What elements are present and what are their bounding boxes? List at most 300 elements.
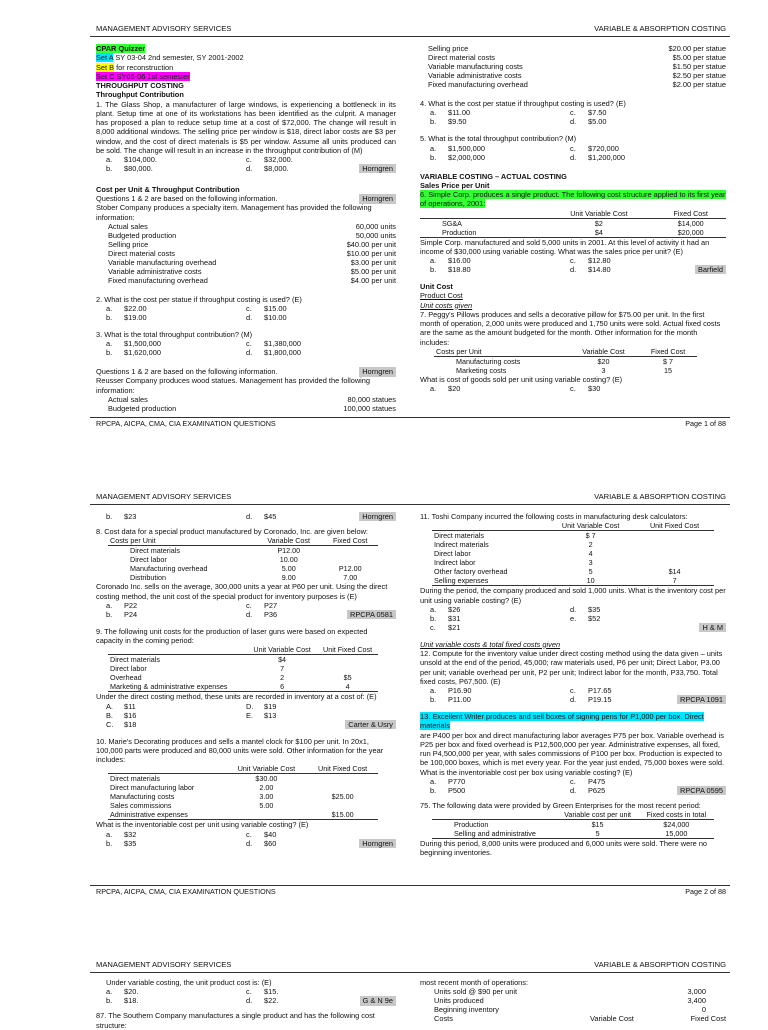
table-cell <box>322 546 378 556</box>
page3-left-column <box>96 978 396 1030</box>
choice-text: $22. <box>264 996 279 1006</box>
table-header <box>420 209 542 219</box>
source-ref: RPCPA 0581 <box>347 610 396 619</box>
source-ref: RPCPA 0595 <box>677 786 726 795</box>
page-number: Page 1 of 88 <box>685 419 726 428</box>
table-cell: Production <box>454 820 489 829</box>
table-cell: Marketing & administrative expenses <box>108 682 247 692</box>
question-7: 7. Peggy's Pillows produces and sells a decorative pillow for $75.00 per unit. In the first month of operation, 2,000 units were produced and 1,750 units were sold. Actual fixed costs are the same as the amount budgeted for the month. Other information for the month includes: <box>420 309 721 347</box>
value: 80,000 statues <box>347 394 396 404</box>
table-cell: 5 <box>588 567 593 577</box>
choice-text: $1,500,000 <box>448 143 485 153</box>
cpar-label: CPAR Quizzer <box>96 44 146 53</box>
choice-text: $60 <box>264 838 277 848</box>
set-a-text: SY 03-04 2nd semester, SY 2001-2002 <box>113 53 244 63</box>
label: Direct material costs <box>108 248 175 258</box>
value: $10.00 per unit <box>346 248 396 258</box>
table-header: Costs per Unit <box>434 347 568 357</box>
choice-text: $26 <box>448 604 461 614</box>
header-right: VARIABLE & ABSORPTION COSTING <box>594 960 726 969</box>
choice-text: $35 <box>588 604 601 614</box>
choice-text: $30 <box>588 384 601 393</box>
page1-right-column <box>420 44 726 393</box>
choice-letter: B. <box>106 710 113 720</box>
table-cell: Direct labor <box>130 555 167 565</box>
table-cell: Selling expenses <box>432 576 546 586</box>
table-cell: $14 <box>668 567 681 577</box>
footer-rule <box>90 417 730 418</box>
question-8: 8. Cost data for a special product manufactured by Coronado, Inc. are given below: <box>96 527 368 536</box>
table-cell: $ 7 <box>663 356 674 366</box>
table-cell: 2 <box>280 673 285 683</box>
question-8-text: Coronado Inc. sells on the average, 300,000 units a year at P60 per unit. Using the direct costing method, the unit cost of the special product for inventory purposes is (E) <box>96 582 388 601</box>
choice-letter: c. <box>246 304 252 313</box>
choice-letter: a. <box>106 829 113 839</box>
choice-text: $7.50 <box>588 108 607 118</box>
table-cell <box>636 549 714 558</box>
choice-text: P770 <box>448 776 466 786</box>
choice-text: $18.80 <box>448 265 471 274</box>
choice-text: $9.50 <box>448 117 467 127</box>
subsection-heading: Unit Cost <box>420 282 453 291</box>
label: Variable manufacturing overhead <box>108 257 217 267</box>
table-cell: 10.00 <box>279 555 298 565</box>
choice-text: $35 <box>124 838 137 848</box>
table-cell: $4 <box>278 655 287 665</box>
question-8-table <box>108 536 378 582</box>
source-ref: Barfield <box>695 265 726 274</box>
table-cell: $14,000 <box>677 218 704 228</box>
question-text: Under variable costing, the unit product cost is: (E) <box>106 978 272 987</box>
table-cell: Direct labor <box>110 664 147 674</box>
intro-text: Questions 1 & 2 are based on the following information. <box>96 367 278 377</box>
question-4: 4. What is the cost per statue if throughput costing is used? (E) <box>420 99 626 108</box>
table-cell: 4 <box>588 549 593 559</box>
choice-text: $8,000. <box>264 164 289 173</box>
choice-text: P27 <box>264 600 278 610</box>
page-number: Page 2 of 88 <box>685 887 726 896</box>
table-header: Fixed Cost <box>655 209 726 219</box>
value: $2.00 per statue <box>672 80 726 89</box>
choice-text: $104,000. <box>124 155 157 164</box>
choice-text: $1,380,000 <box>264 339 301 349</box>
table-header: Unit Variable Cost <box>542 209 655 219</box>
table-cell: $20 <box>597 356 610 366</box>
table-cell: 2.00 <box>259 783 274 793</box>
table-cell: $15.00 <box>307 810 378 820</box>
question-1-choices <box>96 155 396 164</box>
table-cell: $30.00 <box>255 774 278 784</box>
choice-letter: a. <box>430 776 437 786</box>
choice-letter: a. <box>430 686 437 695</box>
table-cell <box>226 810 308 820</box>
choice-letter: d. <box>246 512 253 521</box>
header-right: VARIABLE & ABSORPTION COSTING <box>594 24 726 33</box>
choice-letter: a. <box>430 384 437 393</box>
header-rule <box>90 504 730 505</box>
label: Selling price <box>428 44 469 53</box>
choice-letter: d. <box>570 695 577 704</box>
label: Actual sales <box>108 221 148 231</box>
label: Fixed manufacturing overhead <box>108 275 208 285</box>
choice-letter: c. <box>246 155 252 164</box>
value: $20.00 per statue <box>668 44 726 53</box>
table-cell: 15 <box>664 365 673 375</box>
value: Variable Cost <box>590 1014 634 1024</box>
value: 0 <box>701 1005 706 1015</box>
table-cell: Direct manufacturing labor <box>110 783 195 793</box>
choice-text: P24 <box>124 609 138 619</box>
table-cell: $2 <box>594 218 603 228</box>
choice-letter: c. <box>570 143 576 153</box>
question-10-table <box>108 764 378 820</box>
table-cell: 7.00 <box>343 573 358 583</box>
choice-letter: c. <box>570 686 576 695</box>
question-6-table <box>420 209 726 238</box>
page-3 <box>90 952 730 1030</box>
value: 50,000 units <box>355 230 396 240</box>
choice-letter: d. <box>246 164 253 173</box>
question-75-text: During this period, 8,000 units were produced and 6,000 units were sold. There were no beginning inventories. <box>420 839 708 858</box>
choice-text: P17.65 <box>588 686 612 695</box>
choice-text: P16.90 <box>448 686 472 695</box>
choice-letter: d. <box>246 313 253 322</box>
choice-letter: D. <box>246 701 254 711</box>
label: Variable manufacturing costs <box>428 62 523 71</box>
table-cell: Selling and administrative <box>432 829 556 839</box>
choice-text: $80,000. <box>124 164 153 173</box>
choice-text: P19.15 <box>588 695 612 704</box>
table-cell: 2 <box>588 540 593 550</box>
value: $2.50 per statue <box>672 71 726 80</box>
choice-text: $23 <box>124 512 137 521</box>
choice-text: $720,000 <box>588 143 619 153</box>
choice-letter: A. <box>106 701 113 711</box>
table-cell: SG&A <box>442 218 462 228</box>
question-13: are P400 per box and direct manufacturing labor averages P75 per box. Variable overhead is P25 per box and fixed overhead is P12,500,000 per year. Administrative expenses, all fixed, run P4,500,000 per year, with sales commissions of P100 per box. Production is expected to be 100,000 boxes, which is met every year. For the year just ended, 75,000 boxes were sold. What is the inventoriable cost per box using variable costing? (E) <box>420 730 725 777</box>
choice-letter: b. <box>430 152 437 162</box>
choice-letter: c. <box>430 622 436 632</box>
choice-letter: b. <box>106 348 113 358</box>
table-cell: 4 <box>317 682 378 692</box>
choice-letter: d. <box>246 838 253 848</box>
choice-text: $18 <box>124 719 137 729</box>
table-cell: 5.00 <box>259 801 274 811</box>
choice-letter: d. <box>570 152 577 162</box>
choice-text: $20. <box>124 987 139 997</box>
choice-text: $45 <box>264 512 277 521</box>
subsection-heading: Cost per Unit & Throughput Contribution <box>96 185 240 194</box>
label: Selling price <box>108 239 149 249</box>
table-header: Unit Variable Cost <box>546 521 636 531</box>
header-left: MANAGEMENT ADVISORY SERVICES <box>96 24 232 33</box>
header-left: MANAGEMENT ADVISORY SERVICES <box>96 492 232 501</box>
choice-letter: b. <box>430 613 437 623</box>
value: $40.00 per unit <box>346 239 396 249</box>
question-11-table <box>432 521 714 586</box>
table-cell: $5 <box>343 673 352 683</box>
choice-letter: b. <box>106 313 113 322</box>
question-9: 9. The following unit costs for the production of laser guns were based on expected capacity in the coming period: <box>96 626 368 645</box>
table-cell: 7 <box>636 576 714 586</box>
set-c-text: SY05-06 1st semester <box>114 71 190 81</box>
question-6-highlight: 6. Simple Corp. produces a single product. The following cost structure applied to its first year of operations, 2001: <box>420 190 726 209</box>
table-cell: Direct materials <box>110 655 160 665</box>
choice-letter: d. <box>570 265 577 274</box>
source-ref: Horngren <box>359 839 396 848</box>
question-87: 87. The Southern Company manufactures a single product and has the following cost structure: <box>96 1011 375 1030</box>
label: Actual sales <box>108 394 148 404</box>
table-cell: 3 <box>588 558 593 568</box>
choice-letter: c. <box>570 108 576 118</box>
choice-text: $32,000. <box>264 155 293 164</box>
table-cell: P12.00 <box>277 546 301 556</box>
choice-letter: d. <box>246 996 253 1006</box>
choice-text: $13 <box>264 710 277 720</box>
table-cell: Direct materials <box>110 774 160 784</box>
value: $3.00 per unit <box>350 257 396 267</box>
table-cell <box>307 774 378 784</box>
value: $5.00 per statue <box>672 53 726 62</box>
table-cell: $25.00 <box>331 792 354 802</box>
label: Budgeted production <box>108 403 177 413</box>
choice-text: $15.00 <box>264 304 287 313</box>
question-1: 1. The Glass Shop, a manufacturer of large windows, is experiencing a bottleneck in its plant. Setup time at one of its workstations has been identified as the culprit. A manager has proposed a plan to reduce setup time at a cost of $72,000. The change will result in 8,000 additional windows. The selling price per window is $18, direct labor costs are $3 per window, and the cost of direct materials is $5 per window. Assume all units produced can be sold. The change will result in an increase in the throughput contribution of (M) <box>96 99 396 155</box>
question-75: 75. The following data were provided by Green Enterprises for the most recent period: <box>420 800 701 810</box>
page3-right-column <box>420 978 726 1023</box>
question-12: 12. Compute for the inventory value under direct costing method using the data given – units unsold at the end of the period, 45,000; raw materials used, P6 per unit; Direct Labor, P3.00 per unit; variable overhead per unit, P2 per unit; Indirect labor for the month, P33,750. Total fixed costs, P67,500. (E) <box>420 649 723 686</box>
choice-text: P36 <box>264 609 278 619</box>
header-right: VARIABLE & ABSORPTION COSTING <box>594 492 726 501</box>
choice-letter: b. <box>106 838 113 848</box>
choice-text: $1,200,000 <box>588 152 625 162</box>
intro-text: Questions 1 & 2 are based on the following information. <box>96 194 278 204</box>
choice-letter: a. <box>106 339 113 349</box>
table-header: Fixed Cost <box>639 347 697 357</box>
table-cell: Overhead <box>110 673 142 683</box>
source-ref: H & M <box>699 623 726 632</box>
question-10: 10. Marie's Decorating produces and sells a mantel clock for $100 per unit. In 20x1, 100,000 parts were produced and 80,000 units were sold. Other information for the year includes: <box>96 736 384 764</box>
question-7-ask: What is cost of goods sold per unit using variable costing? (E) <box>420 374 623 384</box>
choice-text: $11.00 <box>448 108 471 118</box>
table-header: Fixed Cost <box>322 536 378 546</box>
table-cell: $20,000 <box>655 228 726 238</box>
set-b-text: for reconstruction <box>114 62 174 72</box>
choice-letter: d. <box>570 604 577 614</box>
table-cell: Direct labor <box>434 549 471 559</box>
table-cell: 3 <box>601 365 606 375</box>
subsection-heading: Product Cost <box>420 291 463 301</box>
choice-letter: d. <box>246 348 253 358</box>
choice-text: P11.00 <box>448 695 471 704</box>
choice-letter: e. <box>570 613 577 623</box>
choice-text: $11 <box>124 701 136 711</box>
choice-letter: c. <box>570 256 576 265</box>
table-cell: Manufacturing costs <box>110 792 175 802</box>
table-header: Variable cost per unit <box>556 810 639 820</box>
choice-letter: b. <box>430 695 437 704</box>
choice-letter: c. <box>570 384 576 393</box>
footer-rule <box>90 885 730 886</box>
section-heading: VARIABLE COSTING – ACTUAL COSTING <box>420 171 567 181</box>
question-10-text: What is the inventoriable cost per unit using variable costing? (E) <box>96 820 309 830</box>
choice-letter: d. <box>570 117 577 127</box>
label: Fixed manufacturing overhead <box>428 80 528 89</box>
label: Variable administrative costs <box>428 71 522 80</box>
choice-letter: b. <box>106 164 113 173</box>
question-6: Simple Corp. manufactured and sold 5,000 units in 2001. At this level of activity it had an income of $30,000 using variable costing. What was the sales price per unit? (E) <box>420 237 710 256</box>
value: 100,000 statues <box>343 403 396 413</box>
question-5: 5. What is the total throughput contribution? (M) <box>420 134 577 144</box>
source-ref: Horngren <box>359 164 396 173</box>
table-header: Unit Variable Cost <box>226 764 308 774</box>
table-cell: P12.00 <box>338 564 362 574</box>
choice-letter: b. <box>430 117 437 127</box>
choice-text: P475 <box>588 776 606 786</box>
choice-text: $40 <box>264 829 277 839</box>
table-cell: $4 <box>542 228 655 238</box>
table-cell <box>317 655 378 665</box>
source-ref: RPCPA 1091 <box>677 695 726 704</box>
table-header: Unit Variable Cost <box>247 645 317 655</box>
value: $1.50 per statue <box>672 62 726 71</box>
stober-table <box>96 222 396 285</box>
page-1 <box>90 0 730 430</box>
source-ref: Horngren <box>359 194 396 203</box>
choice-text: $1,800,000 <box>264 348 301 358</box>
choice-letter: d. <box>246 609 253 619</box>
choice-text: $1,620,000 <box>124 348 161 358</box>
choice-letter: c. <box>246 987 252 997</box>
question-9-text: Under the direct costing method, these units are recorded in inventory at a cost of: (E) <box>96 692 377 702</box>
subsection-heading: Unit costs given <box>420 300 473 310</box>
table-cell: Distribution <box>130 573 166 583</box>
subsection-heading: Sales Price per Unit <box>420 180 490 190</box>
question-11-text: During the period, the company produced and sold 1,000 units. What is the inventory cost per unit using variable costing? (E) <box>420 586 726 605</box>
table-header <box>108 645 247 655</box>
table-cell: 15,000 <box>639 829 713 839</box>
table-cell: Other factory overhead <box>434 567 508 577</box>
header-rule <box>90 36 730 37</box>
choice-letter: b. <box>106 609 113 619</box>
table-header: Variable Cost <box>568 347 639 357</box>
page2-left-column <box>96 512 396 848</box>
table-header <box>108 764 226 774</box>
choice-letter: c. <box>570 776 576 786</box>
table-cell: Manufacturing costs <box>456 356 521 366</box>
section-heading: THROUGHPUT COSTING <box>96 81 184 90</box>
choice-text: $5.00 <box>588 117 607 127</box>
label: Budgeted production <box>108 230 177 240</box>
table-header: Fixed costs in total <box>639 810 713 820</box>
source-ref: Horngren <box>359 512 396 521</box>
label: Costs <box>434 1014 453 1024</box>
choice-text: $20 <box>448 384 461 393</box>
table-cell: 5 <box>556 829 639 839</box>
table-cell: 10 <box>546 576 636 586</box>
choice-text: $12.80 <box>588 256 611 265</box>
table-cell: Marketing costs <box>456 365 507 375</box>
footer-left: RPCPA, AICPA, CMA, CIA EXAMINATION QUESTIONS <box>96 887 276 896</box>
page1-left-column <box>96 44 396 413</box>
table-header: Unit Fixed Cost <box>307 764 378 774</box>
page-2 <box>90 484 730 904</box>
value: 3,000 <box>687 987 706 997</box>
table-cell <box>636 531 714 541</box>
footer-left: RPCPA, AICPA, CMA, CIA EXAMINATION QUESTIONS <box>96 419 276 428</box>
question-9-table <box>108 645 378 692</box>
choice-text: $1,500,000 <box>124 339 161 349</box>
choice-letter: b. <box>106 512 113 521</box>
table-cell: 3.00 <box>259 792 274 802</box>
choice-text: $14.80 <box>588 265 611 274</box>
label: Direct material costs <box>428 53 495 62</box>
choice-letter: a. <box>430 143 437 153</box>
table-cell <box>317 664 378 673</box>
question-75-table <box>432 810 714 839</box>
table-header <box>432 521 546 531</box>
table-cell: $ 7 <box>585 531 596 541</box>
table-cell <box>322 555 378 564</box>
label: Units sold @ $90 per unit <box>434 987 518 997</box>
choice-letter: d. <box>570 785 577 795</box>
source-ref: Horngren <box>359 367 396 376</box>
choice-text: $32 <box>124 829 137 839</box>
choice-letter: a. <box>106 155 113 164</box>
table-cell: $15 <box>591 820 604 829</box>
table-cell: 6 <box>247 682 317 692</box>
table-cell: 5.00 <box>281 564 296 574</box>
choice-letter: c. <box>246 339 252 349</box>
table-cell <box>307 801 378 810</box>
choice-letter: c. <box>246 600 252 610</box>
header-left: MANAGEMENT ADVISORY SERVICES <box>96 960 232 969</box>
question-11: 11. Toshi Company incurred the following costs in manufacturing desk calculators: <box>420 512 688 521</box>
choice-letter: a. <box>430 604 437 614</box>
value: $4.00 per unit <box>350 275 396 285</box>
question-text: most recent month of operations: <box>420 978 529 987</box>
question-13-highlight: 13. Excellent Writer produces and sell boxes of signing pens for P1,000 per box. Direct materials <box>420 712 704 731</box>
question-2: 2. What is the cost per statue if throughput costing is used? (E) <box>96 294 302 304</box>
choice-letter: a. <box>106 987 113 997</box>
table-cell: Indirect labor <box>434 558 476 568</box>
table-cell: Sales commissions <box>110 801 172 811</box>
subsection-heading: Throughput Contribution <box>96 90 184 100</box>
set-c-label: Set C <box>96 71 115 81</box>
label: Variable administrative costs <box>108 266 202 276</box>
choice-letter: c. <box>246 829 252 839</box>
table-cell <box>307 783 378 792</box>
choice-letter: a. <box>106 304 113 313</box>
set-a-label: Set A <box>96 53 114 63</box>
choice-letter: b. <box>430 785 437 795</box>
table-header: Unit Fixed Cost <box>317 645 378 655</box>
choice-text: P625 <box>588 785 606 795</box>
table-header: Unit Fixed Cost <box>636 521 714 531</box>
table-cell: Indirect materials <box>434 540 489 550</box>
table-cell: Direct materials <box>434 531 484 541</box>
label: Beginning inventory <box>434 1005 499 1015</box>
source-ref: G & N 9e <box>360 996 396 1005</box>
choice-text: $15. <box>264 987 279 997</box>
choice-letter: b. <box>430 265 437 274</box>
table-cell: $24,000 <box>663 820 690 829</box>
choice-letter: b. <box>106 996 113 1006</box>
choice-text: $19.00 <box>124 313 147 322</box>
table-cell: Administrative expenses <box>108 810 226 820</box>
table-cell: Manufacturing overhead <box>130 564 208 574</box>
choice-letter: a. <box>430 256 437 265</box>
